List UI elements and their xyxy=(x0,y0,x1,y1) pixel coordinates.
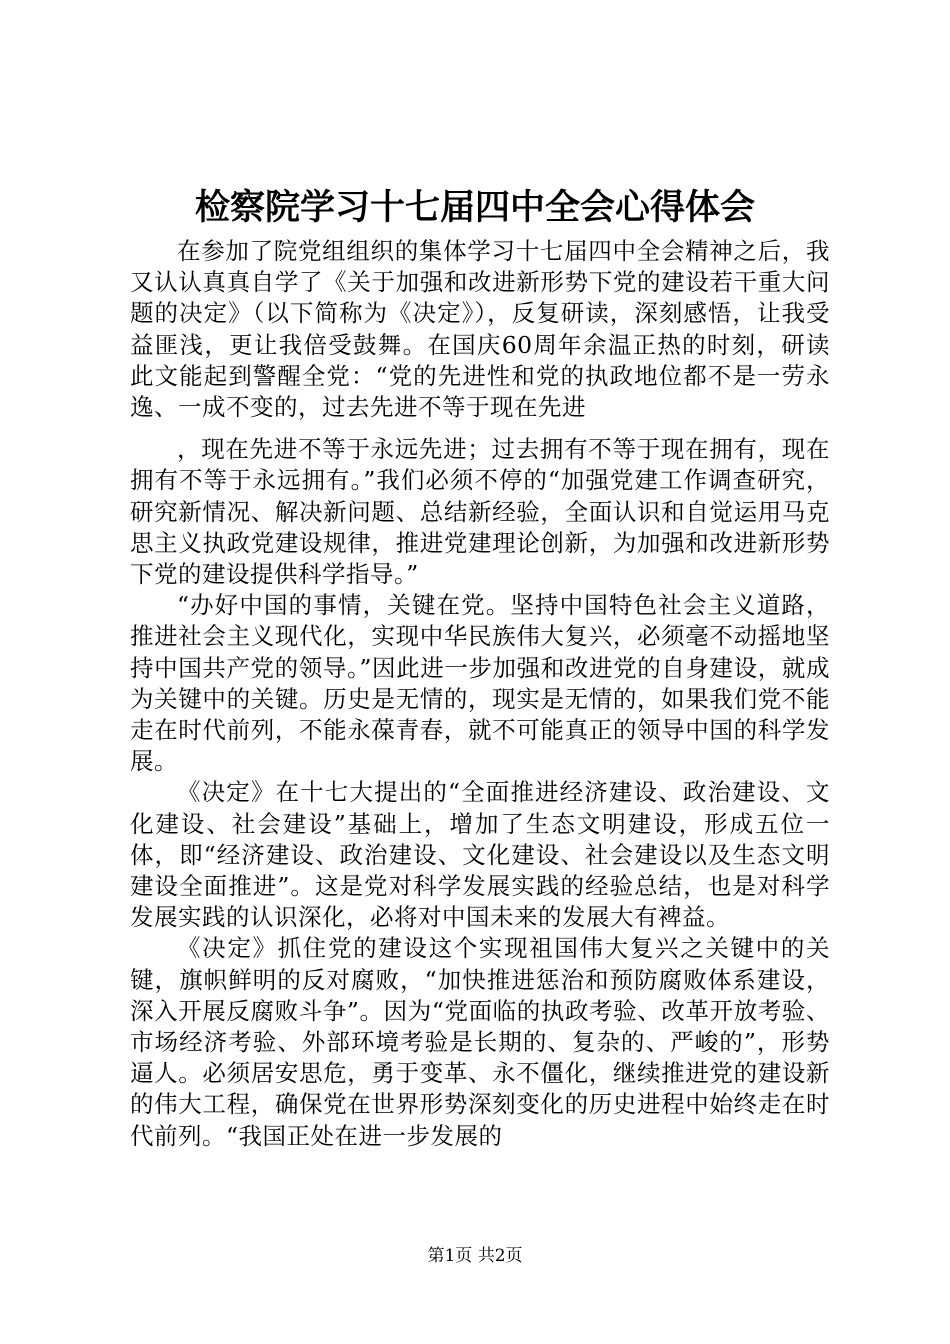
paragraph-4: 《决定》在十七大提出的“全面推进经济建设、政治建设、文化建设、社会建设”基础上，增加了生态文明建设，形成五位一体，即“经济建设、政治建设、文化建设、社会建设以及生态文明建设全面推进”。这是党对科学发展实践的经验总结，也是对科学发展实践的认识深化，必将对中国未来的发展大有裨益。 xyxy=(130,778,830,932)
paragraph-2: ，现在先进不等于永远先进；过去拥有不等于现在拥有，现在拥有不等于永远拥有。”我们必须不停的“加强党建工作调查研究，研究新情况、解决新问题、总结新经验，全面认识和自觉运用马克思主义执政党建设规律，推进党建理论创新，为加强和改进新形势下党的建设提供科学指导。” xyxy=(130,435,830,589)
paragraph-3: “办好中国的事情，关键在党。坚持中国特色社会主义道路，推进社会主义现代化，实现中华民族伟大复兴，必须毫不动摇地坚持中国共产党的领导。”因此进一步加强和改进党的自身建设，就成为关键中的关键。历史是无情的，现实是无情的，如果我们党不能走在时代前列，不能永葆青春，就不可能真正的领导中国的科学发展。 xyxy=(130,591,830,776)
paragraph-1: 在参加了院党组组织的集体学习十七届四中全会精神之后，我又认认真真自学了《关于加强和改进新形势下党的建设若干重大问题的决定》（以下简称为《决定》），反复研读，深刻感悟，让我受益匪浅，更让我倍受鼓舞。在国庆60周年余温正热的时刻，研读此文能起到警醒全党：“党的先进性和党的执政地位都不是一劳永逸、一成不变的，过去先进不等于现在先进 xyxy=(130,237,830,422)
paragraph-5: 《决定》抓住党的建设这个实现祖国伟大复兴之关键中的关键，旗帜鲜明的反对腐败，“加快推进惩治和预防腐败体系建设，深入开展反腐败斗争”。因为“党面临的执政考验、改革开放考验、市场经济考验、外部环境考验是长期的、复杂的、严峻的”，形势逼人。必须居安思危，勇于变革、永不僵化，继续推进党的建设新的伟大工程，确保党在世界形势深刻变化的历史进程中始终走在时代前列。“我国正处在进一步发展的 xyxy=(130,934,830,1150)
page-footer: 第1页 共2页 xyxy=(427,1246,523,1266)
document-body xyxy=(130,236,830,1152)
document-title: 检察院学习十七届四中全会心得体会 xyxy=(194,187,755,228)
